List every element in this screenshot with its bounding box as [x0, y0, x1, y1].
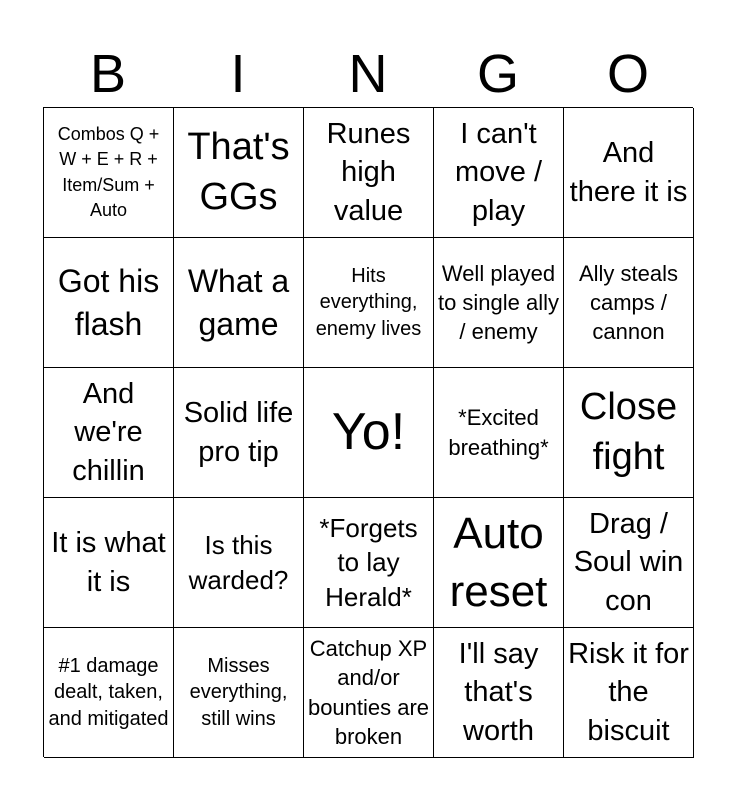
- bingo-cell-r4-c2[interactable]: [174, 498, 304, 628]
- bingo-cell-r2-c5[interactable]: [564, 238, 694, 368]
- bingo-cell-text: *Forgets to lay Herald*: [319, 513, 418, 612]
- bingo-cell-r4-c3[interactable]: [304, 498, 434, 628]
- bingo-header: [43, 40, 693, 108]
- bingo-cell-text: Misses everything, still wins: [189, 654, 288, 730]
- header-letter-o: O: [606, 44, 649, 104]
- bingo-cell-r3-c3[interactable]: [304, 368, 434, 498]
- bingo-cell-r2-c4[interactable]: [434, 238, 564, 368]
- bingo-cell-text: Is this warded?: [188, 530, 289, 595]
- bingo-cell-r1-c2[interactable]: [174, 108, 304, 238]
- bingo-cell-r3-c1[interactable]: [44, 368, 174, 498]
- bingo-cell-r5-c3[interactable]: [304, 628, 434, 758]
- bingo-cell-r3-c5[interactable]: [564, 368, 694, 498]
- bingo-cell-r1-c5[interactable]: [564, 108, 694, 238]
- header-letter-n: N: [348, 44, 388, 104]
- bingo-cell-text: It is what it is: [51, 526, 166, 598]
- bingo-cell-text: Hits everything, enemy lives: [315, 264, 422, 340]
- bingo-cell-r1-c3[interactable]: [304, 108, 434, 238]
- header-letter-g: G: [476, 44, 519, 104]
- bingo-cell-text: I can't move / play: [454, 117, 543, 227]
- bingo-cell-text: #1 damage dealt, taken, and mitigated: [48, 654, 169, 730]
- bingo-cell-text: Ally steals camps / cannon: [578, 260, 679, 345]
- bingo-cell-r4-c4[interactable]: [434, 498, 564, 628]
- bingo-cell-r2-c3[interactable]: [304, 238, 434, 368]
- bingo-cell-text: And we're chillin: [72, 377, 145, 487]
- bingo-cell-r1-c4[interactable]: [434, 108, 564, 238]
- bingo-cell-text: Solid life pro tip: [183, 396, 294, 468]
- bingo-cell-text: Combos Q + W + E + R + Item/Sum + Auto: [57, 124, 160, 220]
- bingo-cell-r3-c2[interactable]: [174, 368, 304, 498]
- header-letter-b: B: [89, 44, 127, 104]
- bingo-cell-text: Got his flash: [57, 262, 160, 342]
- bingo-cell-r2-c1[interactable]: [44, 238, 174, 368]
- bingo-cell-text: Close fight: [579, 386, 678, 478]
- bingo-cell-text: I'll say that's worth: [458, 637, 539, 747]
- bingo-cell-r4-c5[interactable]: [564, 498, 694, 628]
- bingo-cell-text: Yo!: [331, 403, 406, 462]
- bingo-cell-r2-c2[interactable]: [174, 238, 304, 368]
- bingo-cell-text: And there it is: [569, 136, 688, 208]
- bingo-cell-text: That's GGs: [187, 126, 290, 218]
- bingo-cell-r5-c4[interactable]: [434, 628, 564, 758]
- bingo-cell-r1-c1[interactable]: [44, 108, 174, 238]
- bingo-cell-text: Runes high value: [326, 117, 411, 227]
- bingo-card: [43, 107, 693, 757]
- bingo-cell-r5-c5[interactable]: [564, 628, 694, 758]
- bingo-cell-text: *Excited breathing*: [448, 405, 549, 460]
- bingo-cell-text: Auto reset: [449, 509, 548, 616]
- bingo-cell-text: What a game: [187, 262, 290, 342]
- bingo-cell-text: Well played to single ally / enemy: [437, 260, 560, 345]
- bingo-cell-text: Catchup XP and/or bounties are broken: [307, 636, 430, 749]
- bingo-cell-r4-c1[interactable]: [44, 498, 174, 628]
- bingo-cell-r3-c4[interactable]: [434, 368, 564, 498]
- bingo-cell-r5-c1[interactable]: [44, 628, 174, 758]
- header-letter-i: I: [230, 44, 246, 104]
- bingo-cell-text: Risk it for the biscuit: [568, 637, 689, 747]
- bingo-cell-text: Drag / Soul win con: [573, 507, 684, 617]
- bingo-cell-r5-c2[interactable]: [174, 628, 304, 758]
